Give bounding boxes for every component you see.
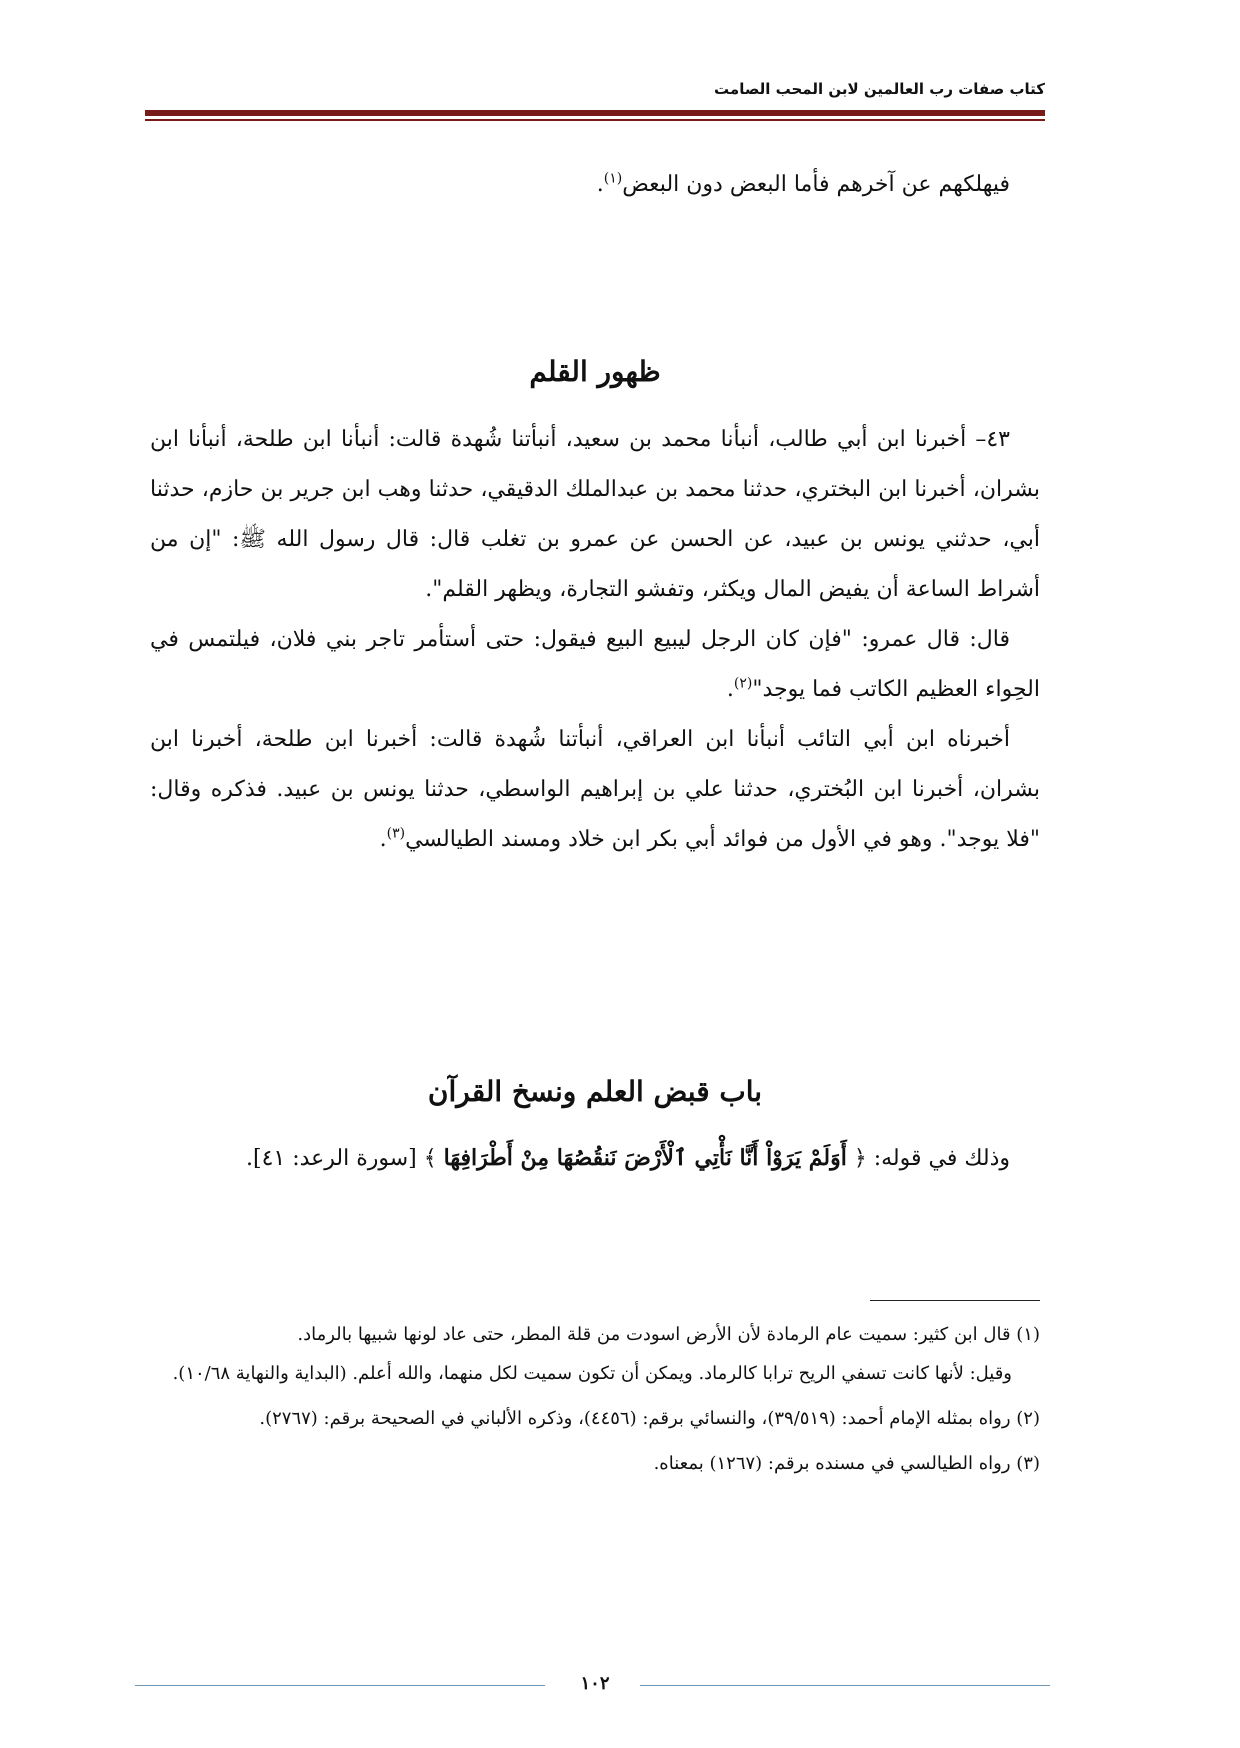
intro-end: .: [596, 172, 604, 197]
footnote-2-line1: (٢) رواه بمثله الإمام أحمد: (٣٩/٥١٩)، والنسائي برقم: (٤٤٥٦)، وذكره الألباني في الصحيحة برقم: (٢٧٦٧).: [259, 1408, 1040, 1429]
intro-block: [150, 160, 1040, 210]
quran-intro: وذلك في قوله: ﴿: [853, 1146, 1010, 1171]
footnote-1: [150, 1315, 1040, 1393]
intro-paragraph: [150, 160, 1040, 210]
page-number: ١٠٢: [580, 1673, 610, 1694]
header-rule: [145, 110, 1045, 116]
quran-verse: أَوَلَمْ يَرَوْاْ أَنَّا نَأْتِي ٱلْأَرْضَ نَنقُصُهَا مِنْ أَطْرَافِهَا: [443, 1145, 847, 1171]
footnote-2: [150, 1399, 1040, 1438]
intro-text: فيهلكهم عن آخرهم فأما البعض دون البعض: [622, 172, 1010, 197]
hadith-paragraph: ٤٣– أخبرنا ابن أبي طالب، أنبأنا محمد بن سعيد، أنبأتنا شُهدة قالت: أنبأنا ابن طلحة، أنبأنا ابن بشران، أخبرنا ابن البختري، حدثنا محمد بن عبدالملك الدقيقي، حدثنا وهب ابن جرير بن حازم، حدثنا أبي، حدثني يونس بن عبيد، عن الحسن عن عمرو بن تغلب قال: قال رسول الله ﷺ: "إن من أشراط الساعة أن يفيض المال ويكثر، وتفشو التجارة، ويظهر القلم".: [150, 427, 1040, 602]
footnote-3: [150, 1444, 1040, 1483]
quran-citation: ﴾ [سورة الرعد: ٤١].: [245, 1146, 437, 1171]
footer-rule-left: [135, 1685, 545, 1686]
section-heading-knowledge: باب قبض العلم ونسخ القرآن: [427, 1075, 763, 1108]
footnote-separator: [870, 1300, 1040, 1301]
section-heading-pen: ظهور القلم: [529, 355, 661, 388]
quran-paragraph: [150, 1133, 1040, 1184]
section1-body: [150, 415, 1040, 865]
header-rule-thin: [145, 119, 1045, 121]
running-header: كتاب صفات رب العالمين لابن المحب الصامت: [714, 80, 1045, 98]
footnote-1-line1: (١) قال ابن كثير: سميت عام الرمادة لأن الأرض اسودت من قلة المطر، حتى عاد لونها شبيها بالرماد.: [297, 1324, 1040, 1345]
chain-paragraph: [150, 715, 1040, 865]
amr-end: .: [726, 677, 734, 702]
footnote-ref-3[interactable]: (٣): [386, 825, 406, 842]
footnotes: [150, 1315, 1040, 1489]
chain-end: .: [379, 827, 387, 852]
chain-text: أخبرناه ابن أبي التائب أنبأنا ابن العراقي، أنبأتنا شُهدة قالت: أخبرنا ابن طلحة، أخبرنا ابن بشران، أخبرنا ابن البُختري، حدثنا علي بن إبراهيم الواسطي، حدثنا يونس بن عبيد. فذكره وقال: "فلا يوجد". وهو في الأول من فوائد أبي بكر ابن خلاد ومسند الطيالسي: [150, 727, 1040, 852]
amr-text: قال: قال عمرو: "فإن كان الرجل ليبيع البيع فيقول: حتى أستأمر تاجر بني فلان، فيلتمس في الحِواء العظيم الكاتب فما يوجد": [150, 627, 1040, 702]
section2-body: [150, 1133, 1040, 1184]
footnote-ref-2[interactable]: (٢): [733, 675, 753, 692]
footnote-ref-1[interactable]: (١): [603, 170, 623, 187]
footnote-3-line1: (٣) رواه الطيالسي في مسنده برقم: (١٢٦٧) بمعناه.: [653, 1453, 1040, 1474]
footer-rule-right: [640, 1685, 1050, 1686]
footnote-1-line2: وقيل: لأنها كانت تسفي الريح ترابا كالرماد. ويمكن أن تكون سميت لكل منهما، والله أعلم. (البداية والنهاية ١٠/٦٨).: [172, 1363, 1012, 1384]
amr-paragraph: [150, 615, 1040, 715]
